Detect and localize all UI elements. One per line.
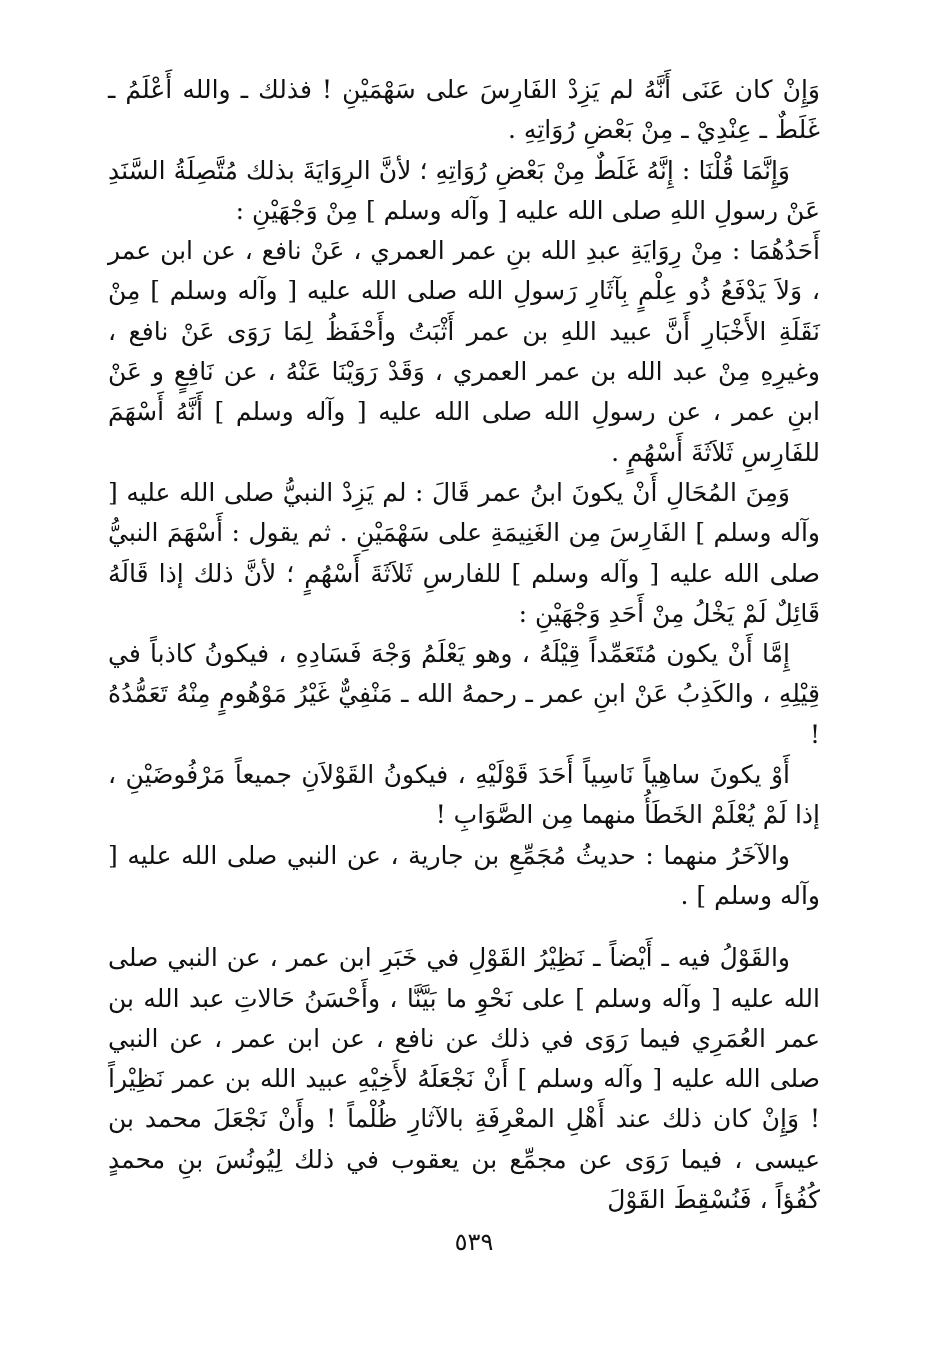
paragraph-3: أَحَدُهُمَا : مِنْ رِوَايَةِ عبدِ الله بنِ عمر العمري ، عَنْ نافع ، عن ابن عمر ، وَلاَ يَدْفَعُ ذُو عِلْمٍ بِآثَارِ رَسولِ الله صلى الله عليه [ وآله وسلم ] مِنْ نَقَلَةِ الأَخْبَارِ أَنَّ عبيد اللهِ بن عمر أَثْبَتُ وأَحْفَظُ لِمَا رَوَى عَنْ نافع ، وغيرِهِ مِنْ عبد الله بن عمر العمري ، وَقَدْ رَوَيْنَا عَنْهُ ، عن نَافِعٍ و عَنْ ابنِ عمر ، عن رسولِ الله صلى الله عليه [ وآله وسلم ] أَنَّهُ أَسْهَمَ للفَارِسِ ثَلاَثَةَ أَسْهُمٍ . [108,236,820,467]
paragraph-6: أَوْ يكونَ ساهِياً نَاسِياً أَحَدَ قَوْلَيْهِ ، فيكونُ القَوْلاَنِ جميعاً مَرْفُوضَيْنِ ، إذا لَمْ يُعْلَمْ الخَطَأُ منهما مِن الصَّوَابِ ! [108,760,820,830]
body-text [108,70,820,1220]
page-number: ٥٣٩ [454,1228,494,1256]
paragraph-5: إِمَّا أَنْ يكون مُتَعَمِّداً قِيْلَهُ ، وهو يَعْلَمُ وَجْهَ فَسَادِهِ ، فيكونُ كاذباً في قِيْلِهِ ، والكَذِبُ عَنْ ابنِ عمر ـ رحمهُ الله ـ مَنْفِيٌّ غَيْرُ مَوْهُومٍ مِنْهُ تَعَمُّدُهُ ! [108,639,820,749]
paragraph-1: وَإِنْ كان عَنَى أَنَّهُ لم يَزِدْ الفَارِسَ على سَهْمَيْنِ ! فذلك ـ والله أَعْلَمُ ـ غَلَطٌ ـ عِنْدِيْ ـ مِنْ بَعْضِ رُوَاتِهِ . [108,75,820,145]
paragraph-2: وَإِنَّمَا قُلْنَا : إِنَّهُ غَلَطٌ مِنْ بَعْضِ رُوَاتِهِ ؛ لأنَّ الرِوَايَةَ بذلك مُتَّصِلَةُ السَّنَدِ عَنْ رسولِ اللهِ صلى الله عليه [ وآله وسلم ] مِنْ وَجْهَيْنِ : [108,155,820,225]
paragraph-7: والآخَرُ منهما : حديثُ مُجَمِّعِ بن جارية ، عن النبي صلى الله عليه [ وآله وسلم ] . [108,840,820,910]
paragraph-8: والقَوْلُ فيه ـ أَيْضاً ـ نَظِيْرُ القَوْلِ في خَبَرِ ابن عمر ، عن النبي صلى الله عليه [ وآله وسلم ] على نَحْوِ ما بَيَّنَّا ، وأَحْسَنُ حَالاتِ عبد الله بن عمر العُمَرِي فيما رَوَى في ذلك عن نافع ، عن ابن عمر ، عن النبي صلى الله عليه [ وآله وسلم ] أَنْ نَجْعَلَهُ لأَخِيْهِ عبيد الله بن عمر نَظِيْراً ! وَإِنْ كان ذلك عند أَهْلِ المعْرِفَةِ بالآثارِ ظُلْماً ! وأَنْ نَجْعَلَ محمد بن عيسى ، فيما رَوَى عن مجمِّع بن يعقوب في ذلك لِيُونُسَ بنِ محمدٍ كُفُؤاً ، فَنُسْقِطَ القَوْلَ [108,943,820,1215]
paragraph-4: وَمِنَ المُحَالِ أَنْ يكونَ ابنُ عمر قَالَ : لم يَزِدْ النبيُّ صلى الله عليه [ وآله وسلم ] الفَارِسَ مِن الغَنِيمَةِ على سَهْمَيْنِ . ثم يقول : أَسْهَمَ النبيُّ صلى الله عليه [ وآله وسلم ] للفارسِ ثَلاَثَةَ أَسْهُمٍ ؛ لأنَّ ذلك إذا قَالَهُ قَائِلٌ لَمْ يَخْلُ مِنْ أَحَدِ وَجْهَيْنِ : [108,477,820,628]
